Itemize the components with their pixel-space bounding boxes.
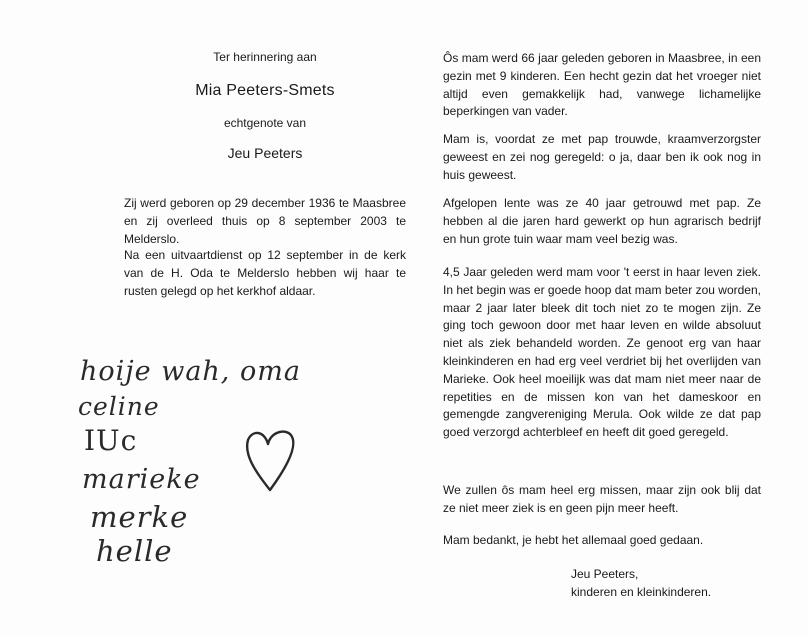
illness-paragraph: 4,5 Jaar geleden werd mam voor 't eerst in haar leven ziek. In het begin was er goede hoop dat mam beter zou worden, maar 2 jaar later bleek dit toch niet zo te mogen zijn. Ze ging toch gewoon door met haar leven en wilde absoluut niet als ziek behandeld worden. Ze genoot erg van haar kleinkinderen en had erg veel verdriet bij het overlijden van Marieke. Ook heel moeilijk was dat mam niet meer naar de repetities en de missen kon van het dameskoor en gemengde zangvereniging Merula. Ook wilde ze dat pap goed verzorgd achterbleef en heeft dit goed geregeld. (443, 265, 761, 440)
signature (571, 566, 711, 602)
signature-line: Jeu Peeters, (571, 567, 639, 581)
thanks-paragraph: Mam bedankt, je hebt het allemaal goed gedaan. (443, 533, 704, 547)
farewell-paragraph: We zullen ôs mam heel erg missen, maar zijn ook blij dat ze niet meer ziek is en geen pijn meer heeft. (443, 483, 761, 515)
spouse-name: Jeu Peeters (227, 145, 303, 161)
birth-death-paragraph: Zij werd geboren op 29 december 1936 te Maasbree en zij overleed thuis op 8 september 2003 te Melderslo. (124, 196, 406, 246)
funeral-paragraph: Na een uitvaartdienst op 12 september in de kerk van de H. Oda te Melderslo hebben wij haar te rusten gelegd op het kerkhof aldaar. (124, 248, 406, 298)
handwriting-line: helle (96, 534, 173, 568)
intro-text: Ter herinnering aan (213, 50, 317, 64)
heart-icon (242, 426, 298, 496)
handwritten-note (66, 350, 326, 578)
deceased-name: Mia Peeters-Smets (195, 82, 335, 99)
signature-line: kinderen en kleinkinderen. (571, 584, 712, 599)
handwriting-line: marieke (82, 464, 201, 495)
handwriting-line: IUc (84, 424, 138, 457)
handwriting-line: celine (78, 392, 160, 421)
career-paragraph: Mam is, voordat ze met pap trouwde, kraamverzorgster geweest en zei nog geregeld: o ja, daar ben ik ook nog in huis geweest. (443, 132, 761, 182)
handwriting-line: merke (90, 500, 189, 534)
handwriting-line: hoije wah, oma (80, 356, 301, 387)
spouse-label: echtgenote van (223, 116, 307, 130)
marriage-paragraph: Afgelopen lente was ze 40 jaar getrouwd met pap. Ze hebben al die jaren hard gewerkt op hun agrarisch bedrijf en hun grote tuin waar mam veel bezig was. (443, 196, 761, 246)
childhood-paragraph: Ôs mam werd 66 jaar geleden geboren in Maasbree, in een gezin met 9 kinderen. Een hecht gezin dat het vroeger niet altijd even gemakkelijk had, vanwege lichamelijke beperkingen van vader. (443, 51, 761, 119)
